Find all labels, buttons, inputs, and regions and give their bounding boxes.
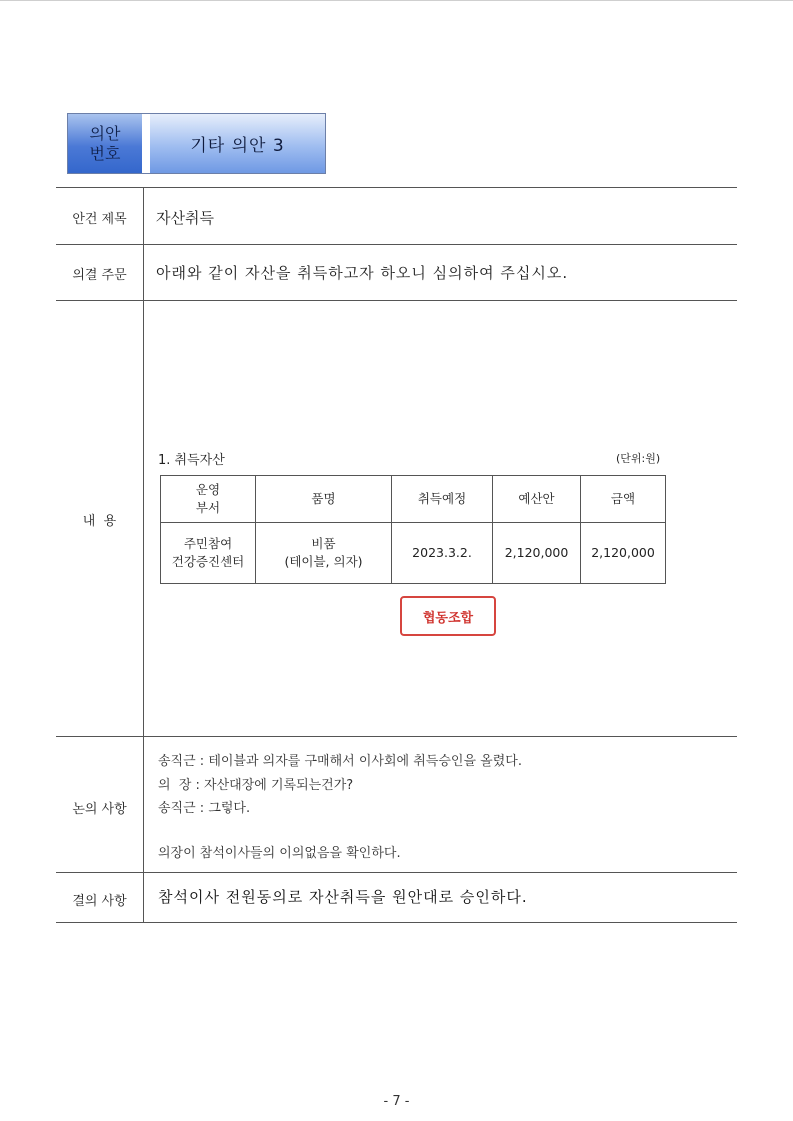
- cell-item: 비품 (테이블, 의자): [256, 523, 392, 584]
- badge-divider: [142, 114, 150, 173]
- asset-table-header: [161, 476, 666, 523]
- agenda-title: 기타 의안 3: [150, 114, 325, 173]
- cell-budget: 2,120,000: [493, 523, 581, 584]
- asset-section-title: 1. 취득자산: [158, 453, 225, 468]
- row-divider: [56, 300, 737, 301]
- row-divider: [56, 736, 737, 737]
- header-item: 품명: [256, 476, 392, 523]
- row-divider: [56, 872, 737, 873]
- agenda-number-label: [68, 114, 142, 173]
- content-label: 내 용: [82, 514, 117, 529]
- header-budget: 예산안: [493, 476, 581, 523]
- badge-label-line1: 의안: [89, 123, 121, 143]
- discussion-line: 송직근 : 그렇다.: [158, 801, 251, 816]
- cell-amount: 2,120,000: [581, 523, 666, 584]
- header-amount: 금액: [581, 476, 666, 523]
- discussion-label: 논의 사항: [72, 802, 127, 817]
- header-dept: 운영 부서: [161, 476, 256, 523]
- header-date: 취득예정: [392, 476, 493, 523]
- result-label: 결의 사항: [72, 894, 127, 909]
- table-bottom-border: [56, 922, 737, 923]
- agenda-title-value: 자산취득: [156, 209, 214, 227]
- order-value: 아래와 같이 자산을 취득하고자 하오니 심의하여 주십시오.: [156, 264, 569, 282]
- discussion-line: 의 장 : 자산대장에 기록되는건가?: [158, 778, 354, 793]
- unit-note: (단위:원): [616, 452, 661, 465]
- cell-dept: 주민참여 건강증진센터: [161, 523, 256, 584]
- top-border: [0, 0, 793, 1]
- page-number: - 7 -: [383, 1094, 410, 1109]
- asset-table: [160, 475, 666, 584]
- agenda-number-badge: [67, 113, 326, 174]
- row-divider: [56, 244, 737, 245]
- seal-stamp: 협동조합: [400, 596, 496, 636]
- table-top-border: [56, 187, 737, 188]
- badge-label-line2: 번호: [89, 143, 121, 163]
- label-column-divider: [143, 187, 144, 923]
- table-row: [161, 523, 666, 584]
- title-label: 안건 제목: [72, 212, 127, 227]
- result-value: 참석이사 전원동의로 자산취득을 원안대로 승인하다.: [158, 888, 528, 906]
- order-label: 의결 주문: [72, 268, 127, 283]
- discussion-line: 의장이 참석이사들의 이의없음을 확인하다.: [158, 846, 401, 861]
- discussion-line: 송직근 : 테이블과 의자를 구매해서 이사회에 취득승인을 올렸다.: [158, 754, 522, 769]
- cell-date: 2023.3.2.: [392, 523, 493, 584]
